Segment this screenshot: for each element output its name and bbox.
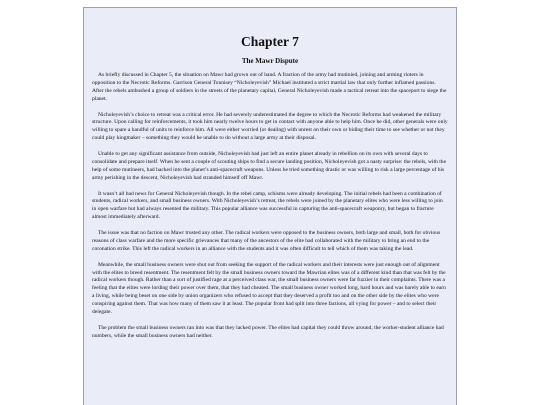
paragraph: Meanwhile, the small business owners were shut out from seeking the support of the radical workers and their interests were just enough out of alignment with the elites to breed resentment. The resentment felt by the small business owners toward the Mawrian elites was of a different kind than that was felt by the radical workers though. Rather than a sort of justified rage at a perceived class war, the small business owners were far fuzzier in their complaints. There was a feeling that the elites were lording their power over them, that they had cheated. The small business owner worked long, hard hours and was barely able to earn a living, while being beset on one side by union organizers who refused to accept that they deserved a profit too and on the other side by the elites who were conspiring against them. That was how many of them saw it at least. The popular front had split into three factions, all vying for power – and to select their delegate. xyxy=(92,261,446,316)
document-page xyxy=(83,7,457,405)
paragraph: Nicholeyevish’s choice to retreat was a critical error. He had severely underestimated the degree to which the Necrotic Reforms had weakened the military structure. Upon calling for reinforcements, it took him nearly twelve hours to get in contact with anyone able to help him. Once he did, other generals were only willing to spare a handful of units to reinforce him. All were either worried (or dealing) with unrest on their own or biding their time to see whether or not they could play kingmaker – something they would be unable to do without a large army at their disposal. xyxy=(92,111,448,142)
paragraph: As briefly discussed in Chapter 5, the situation on Mawr had grown out of hand. A fraction of the army had mutinied, joining and arming rioters in opposition to the Necrotic Reforms. Garrison General Tonnisey “Nicholeyevish” Michael instituted a strict martial law that only further inflamed passions. After the rebels ambushed a group of soldiers in the streets of the planetary capital, General Nicholeyevish made a tactical retreat into the spaceport to siege the planet. xyxy=(92,72,447,102)
paragraph: Unable to get any significant assistance from outside, Nicholeyevish had just left an entire planet already in rebellion on its own with several days to consolidate and prepare itself. When he sent a couple of scouting ships to find a secure landing position, Nicholeyevish got a nasty surprise: the rebels, with the help of some mutineers, had hacked into the planet’s anti-spacecraft weapons. Unless he tried something drastic or was willing to risk a large percentage of his army perishing in the descent, Nicholeyevish had stranded himself off Mawr. xyxy=(92,151,447,181)
section-title: The Mawr Dispute xyxy=(241,57,299,65)
chapter-title: Chapter 7 xyxy=(241,34,299,49)
paragraph: The problem the small business owners ran into was that they lacked power. The elites had capital they could throw around, the worker-student alliance had numbers, while the small business owners had neither. xyxy=(92,324,444,339)
paragraph: The issue was that no faction on Mawr trusted any other. The radical workers were opposed to the business owners, both large and small, both for obvious reasons of class warfare and the more specific grievances that many of the ancestors of the elite had collaborated with the military to bring an end to the coronation strike. This left the radical workers in an alliance with the students and it was often difficult to tell which of them was taking the lead. xyxy=(92,230,441,252)
paragraph: It wasn’t all bad news for General Nicholeyevish though. In the rebel camp, schisms were already developing. The initial rebels had been a combination of students, radical workers, and small business owners. With Nicholeyevish’s retreat, the rebels were joined by the planetary elites who were less willing to join in open warfare but had always resented the military. This popular alliance was successful in capturing the anti-spacecraft weaponry, but began to fracture almost immediately afterward. xyxy=(92,190,443,221)
